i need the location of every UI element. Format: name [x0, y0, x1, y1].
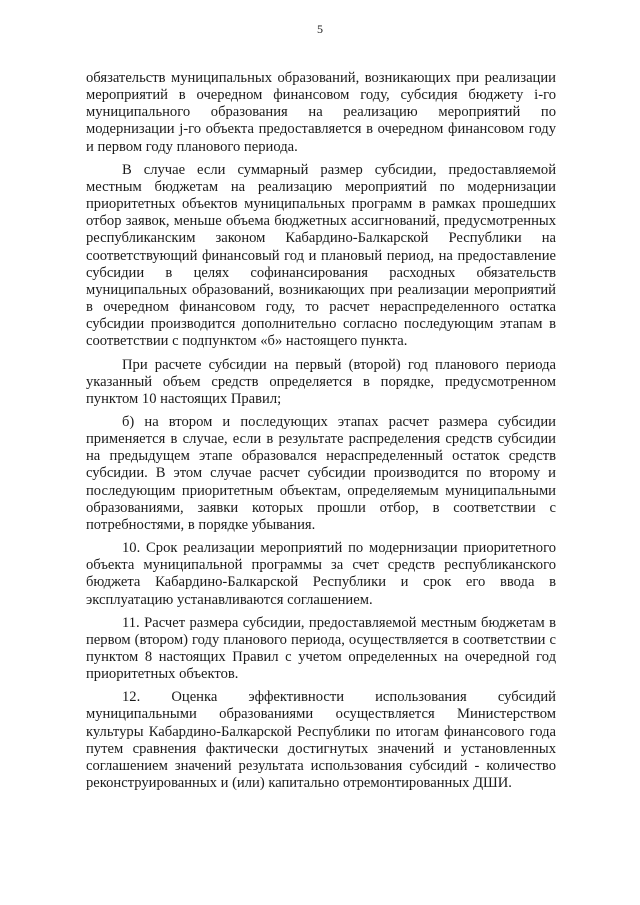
- paragraph-planning-period: При расчете субсидии на первый (второй) год планового периода указанный объем средств определяется в порядке, предусмотренном пунктом 10 настоящих Правил;: [86, 356, 556, 407]
- paragraph-point-11: 11. Расчет размера субсидии, предоставляемой местным бюджетам в первом (втором) году планового периода, осуществляется в соответствии с пунктом 8 настоящих Правил с учетом определенных на очередной год приоритетных объектов.: [86, 614, 556, 683]
- document-body: [86, 70, 556, 792]
- paragraph-point-10: 10. Срок реализации мероприятий по модернизации приоритетного объекта муниципальной программы за счет средств республиканского бюджета Кабардино-Балкарской Республики и срок его ввода в эксплуатацию устанавливаются соглашением.: [86, 540, 556, 608]
- paragraph-subsidy-remainder: В случае если суммарный размер субсидии, предоставляемой местным бюджетам на реализацию мероприятий по модернизации приоритетных объектов муниципальных программ в рамках прошедших отбор заявок, меньше объема бюджетных ассигнований, предусмотренных республиканским законом Кабардино-Балкарской Республики на соответствующий финансовый год и плановый период, на предоставление субсидии в целях софинансирования расходных обязательств муниципальных образований, возникающих при реализации мероприятий в очередном финансовом году, то расчет нераспределенного остатка субсидии производится дополнительно согласно последующим этапам в соответствии с подпунктом «б» настоящего пункта.: [86, 161, 556, 350]
- paragraph-subpoint-b: б) на втором и последующих этапах расчет размера субсидии применяется в случае, если в результате распределения средств субсидии на предыдущем этапе образовался нераспределенный остаток средств субсидии. В этом случае расчет субсидии производится по второму и последующим приоритетным объектам, определяемым муниципальными образованиями, заявки которых прошли отбор, в соответствии с потребностями, в порядке убывания.: [86, 413, 556, 533]
- page-number: 5: [317, 22, 323, 36]
- paragraph-point-12: 12. Оценка эффективности использования субсидий муниципальными образованиями осуществляется Министерством культуры Кабардино-Балкарской Республики по итогам финансового года путем сравнения фактически достигнутых значений и установленных соглашением значений результата использования субсидий - количество реконструированных и (или) капитально отремонтированных ДШИ.: [86, 689, 556, 792]
- paragraph-continuation: обязательств муниципальных образований, возникающих при реализации мероприятий в очередном финансовом году, субсидия бюджету i-го муниципального образования на реализацию мероприятий по модернизации j-го объекта предоставляется в очередном финансовом году и первом году планового периода.: [86, 70, 556, 155]
